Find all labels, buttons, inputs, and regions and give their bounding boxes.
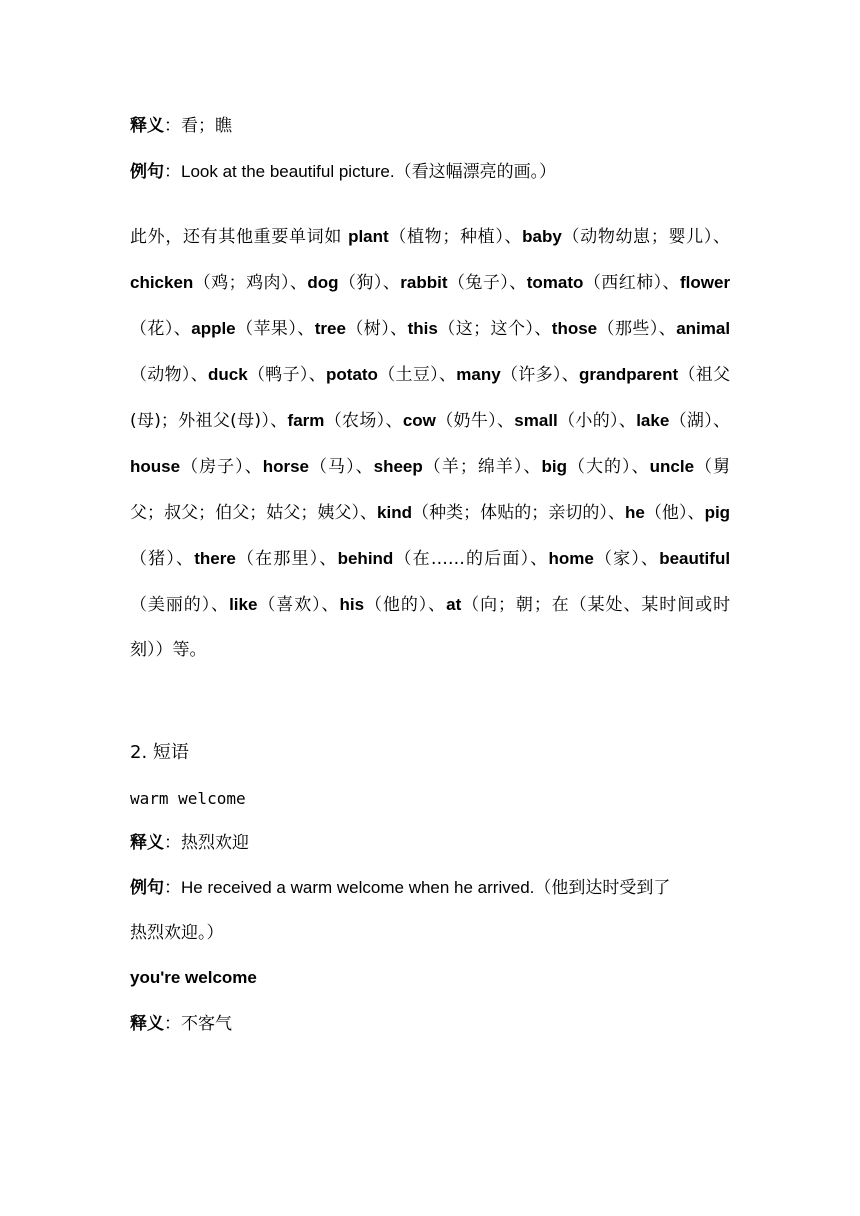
vocab-gloss: （美丽的） — [130, 595, 212, 615]
vocab-separator: 、 — [713, 411, 731, 431]
vocab-word: chicken — [130, 273, 194, 292]
vocab-gloss: （小的） — [557, 411, 619, 431]
vocab-gloss: （动物） — [130, 365, 191, 385]
vocab-word: kind — [377, 503, 412, 522]
phrase1-example-sep: ： — [164, 878, 181, 898]
vocab-separator: 、 — [176, 549, 195, 569]
phrase2-meaning-line — [130, 1012, 232, 1036]
vocab-separator: 、 — [713, 227, 731, 247]
section-heading-phrases: 2. 短语 — [130, 742, 189, 763]
example-english: Look at the beautiful picture. — [181, 162, 395, 181]
vocab-word: uncle — [649, 457, 695, 476]
vocab-separator: 、 — [530, 549, 549, 569]
meaning-label: 释义 — [130, 116, 164, 135]
vocab-separator: 、 — [319, 549, 338, 569]
vocab-gloss: （他的） — [364, 595, 429, 615]
vocab-gloss: （大的） — [566, 457, 632, 477]
vocab-word: rabbit — [400, 273, 448, 292]
vocab-separator: 、 — [289, 273, 308, 293]
vocab-separator: 、 — [687, 503, 705, 523]
vocab-gloss: （喜欢） — [257, 595, 322, 615]
vocab-gloss: （祖父(母)；外祖父(母)） — [130, 365, 731, 431]
vocab-separator: 、 — [211, 595, 230, 615]
phrase1-meaning: 热烈欢迎 — [181, 833, 249, 853]
vocab-gloss: （狗） — [338, 273, 383, 293]
phrase1-example-continued: 热烈欢迎。） — [130, 923, 224, 943]
vocab-word: small — [514, 411, 558, 430]
vocab-word: behind — [337, 549, 394, 568]
vocab-gloss: （舅父；叔父；伯父；姑父；姨父） — [130, 457, 731, 523]
vocab-separator: 、 — [355, 457, 374, 477]
phrase1-meaning-sep: ： — [164, 833, 181, 853]
phrase1-example-chinese-a: （他到达时受到了 — [534, 878, 671, 898]
vocab-word: flower — [680, 273, 731, 292]
phrase2-meaning: 不客气 — [181, 1014, 232, 1034]
vocab-gloss: （那些） — [597, 319, 659, 339]
vocab-gloss: （家） — [593, 549, 642, 569]
vocab-word: there — [194, 549, 236, 568]
phrase-warm-welcome: warm welcome — [130, 789, 246, 808]
vocab-gloss: （奶牛） — [435, 411, 497, 431]
vocab-word: he — [625, 503, 645, 522]
vocab-word: animal — [676, 319, 731, 338]
vocab-word: home — [548, 549, 594, 568]
vocab-separator: 、 — [382, 273, 401, 293]
vocab-word: like — [229, 595, 258, 614]
vocab-separator: 、 — [308, 365, 327, 385]
vocab-gloss: （苹果） — [235, 319, 298, 339]
vocab-separator: 、 — [504, 227, 523, 247]
example-chinese: （看这幅漂亮的画。） — [394, 162, 557, 182]
vocab-gloss: （向；朝；在（某处、某时间或时刻）） — [130, 595, 731, 660]
vocabulary-paragraph — [130, 214, 730, 673]
vocab-separator: 、 — [297, 319, 315, 339]
vocab-intro: 此外，还有其他重要单词如 — [130, 227, 349, 247]
vocab-separator: 、 — [244, 457, 263, 477]
vocab-word: lake — [636, 411, 670, 430]
example-line — [130, 160, 556, 184]
phrase1-example-english: He received a warm welcome when he arrived. — [181, 878, 535, 897]
vocab-word: dog — [307, 273, 339, 292]
vocab-gloss: （这；这个） — [437, 319, 535, 339]
phrase1-example-label: 例句 — [130, 878, 164, 897]
vocab-word: potato — [326, 365, 378, 384]
vocab-word: pig — [704, 503, 731, 522]
vocab-separator: 、 — [390, 319, 408, 339]
vocab-word: baby — [522, 227, 562, 246]
vocab-separator: 、 — [658, 319, 677, 339]
vocab-separator: 、 — [662, 273, 680, 293]
vocab-word: those — [551, 319, 598, 338]
vocab-gloss: （羊；绵羊） — [422, 457, 524, 477]
vocab-word: duck — [208, 365, 248, 384]
vocab-gloss: （他） — [644, 503, 688, 523]
vocab-gloss: （在那里） — [235, 549, 320, 569]
vocab-gloss: （许多） — [500, 365, 562, 385]
vocab-word: his — [339, 595, 365, 614]
vocab-separator: 、 — [438, 365, 457, 385]
vocab-gloss: （植物；种植） — [388, 227, 505, 247]
phrase2-meaning-sep: ： — [164, 1014, 181, 1034]
phrase1-example-line — [130, 876, 670, 900]
vocab-gloss: （猪） — [130, 549, 177, 569]
vocab-word: apple — [191, 319, 236, 338]
vocab-gloss: （土豆） — [377, 365, 439, 385]
vocab-gloss: （种类；体贴的；亲切的） — [412, 503, 608, 523]
vocab-word: big — [541, 457, 567, 476]
vocab-word: cow — [402, 411, 436, 430]
vocab-separator: 、 — [534, 319, 552, 339]
vocab-separator: 、 — [496, 411, 515, 431]
vocab-word: at — [446, 595, 462, 614]
vocab-ending: 等。 — [172, 640, 207, 660]
vocab-items — [130, 227, 730, 660]
example-sep: ： — [164, 162, 181, 182]
vocab-separator: 、 — [631, 457, 650, 477]
phrase1-meaning-label: 释义 — [130, 833, 164, 852]
vocab-gloss: （鸡；鸡肉） — [193, 273, 290, 293]
vocab-separator: 、 — [360, 503, 378, 523]
vocab-word: many — [456, 365, 501, 384]
meaning-text: 看；瞧 — [181, 116, 232, 136]
vocab-word: house — [130, 457, 181, 476]
vocab-gloss: （兔子） — [447, 273, 510, 293]
vocab-word: grandparent — [579, 365, 679, 384]
vocab-separator: 、 — [641, 549, 660, 569]
meaning-sep: ： — [164, 116, 181, 136]
vocab-word: horse — [262, 457, 310, 476]
vocab-gloss: （鸭子） — [247, 365, 309, 385]
vocab-word: tomato — [526, 273, 584, 292]
meaning-line — [130, 114, 232, 138]
vocab-word: this — [407, 319, 438, 338]
phrase1-meaning-line — [130, 831, 249, 855]
vocab-separator: 、 — [173, 319, 192, 339]
vocab-separator: 、 — [270, 411, 288, 431]
vocab-word: sheep — [373, 457, 423, 476]
vocab-gloss: （湖） — [669, 411, 714, 431]
vocab-gloss: （房子） — [180, 457, 245, 477]
vocab-gloss: （马） — [309, 457, 356, 477]
vocab-separator: 、 — [428, 595, 447, 615]
vocab-word: plant — [348, 227, 389, 246]
vocab-word: farm — [287, 411, 325, 430]
vocab-gloss: （西红柿） — [583, 273, 663, 293]
example-label: 例句 — [130, 162, 164, 181]
phrase2-meaning-label: 释义 — [130, 1014, 164, 1033]
vocab-separator: 、 — [321, 595, 340, 615]
vocab-word: beautiful — [659, 549, 731, 568]
vocab-word: tree — [314, 319, 346, 338]
vocab-separator: 、 — [523, 457, 542, 477]
vocab-separator: 、 — [561, 365, 579, 385]
vocab-gloss: （农场） — [324, 411, 386, 431]
vocab-gloss: （树） — [345, 319, 391, 339]
vocab-separator: 、 — [385, 411, 403, 431]
vocab-separator: 、 — [607, 503, 626, 523]
vocab-gloss: （动物幼崽；婴儿） — [561, 227, 714, 247]
vocab-gloss: （在……的后面） — [393, 549, 531, 569]
vocab-separator: 、 — [618, 411, 637, 431]
vocab-separator: 、 — [190, 365, 209, 385]
phrase-youre-welcome: you're welcome — [130, 968, 257, 987]
vocab-gloss: （花） — [130, 319, 174, 339]
vocab-separator: 、 — [509, 273, 527, 293]
